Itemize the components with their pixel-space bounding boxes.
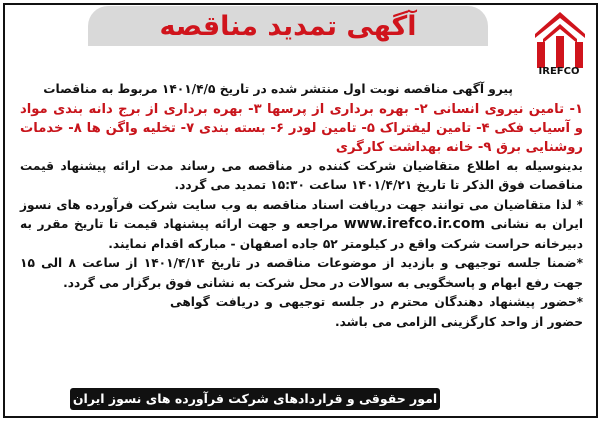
briefing-paragraph: *ضمنا جلسه توجیهی و بازدید از موضوعات مناقصه در تاریخ ۱۴۰۱/۴/۱۴ از ساعت ۸ الی ۱۵ جهت رفع ابهام و پاسخگویی به سوالات در محل شرکت به نشانی فوق برگزار می گردد. <box>20 256 583 290</box>
footer-banner: امور حقوقی و قراردادهای شرکت فرآورده های نسوز ایران <box>70 388 440 410</box>
notice-body <box>20 80 583 332</box>
intro-text: پیرو آگهی مناقصه نوبت اول منتشر شده در تاریخ ۱۴۰۱/۴/۵ مربوط به مناقصات <box>43 82 513 96</box>
title-banner <box>88 6 488 46</box>
attendance-paragraph: *حضور پیشنهاد دهندگان محترم در جلسه توجیهی و دریافت گواهی حضور از واحد کارگزینی الزامی می باشد. <box>170 295 583 329</box>
logo-label: IREFCO <box>538 66 580 77</box>
page-title: آگهی تمدید مناقصه <box>159 10 417 42</box>
documents-text-b: مراجعه و جهت ارائه پیشنهاد قیمت تا تاریخ مقرر به دبیرخانه حراست شرکت واقع در کیلومتر ۵۲ جاده اصفهان - مبارکه اقدام نمایند. <box>20 217 583 251</box>
documents-text-a: * لذا متقاضیان می توانند جهت دریافت اسناد مناقصه به وب سایت شرکت فرآورده های نسوز ایران به نشانی <box>20 197 584 231</box>
tender-items: ۱- تامین نیروی انسانی ۲- بهره برداری از پرسها ۳- بهره برداری از برج دانه بندی مواد و آسیاب فکی ۴- تامین لیفتراک ۵- تامین لودر ۶- بسته بندی ۷- تخلیه واگن ها ۸- خدمات روشنایی برق ۹- خانه بهداشت کارگری <box>20 101 583 155</box>
documents-paragraph <box>20 196 583 255</box>
website-link[interactable]: www.irefco.ir.com <box>343 216 486 232</box>
extension-paragraph: بدینوسیله به اطلاع متقاضیان شرکت کننده در مناقصه می رساند مدت ارائه پیشنهاد قیمت مناقصات فوق الذکر تا تاریخ ۱۴۰۱/۴/۲۱ ساعت ۱۵:۳۰ تمدید می گردد. <box>20 158 583 192</box>
